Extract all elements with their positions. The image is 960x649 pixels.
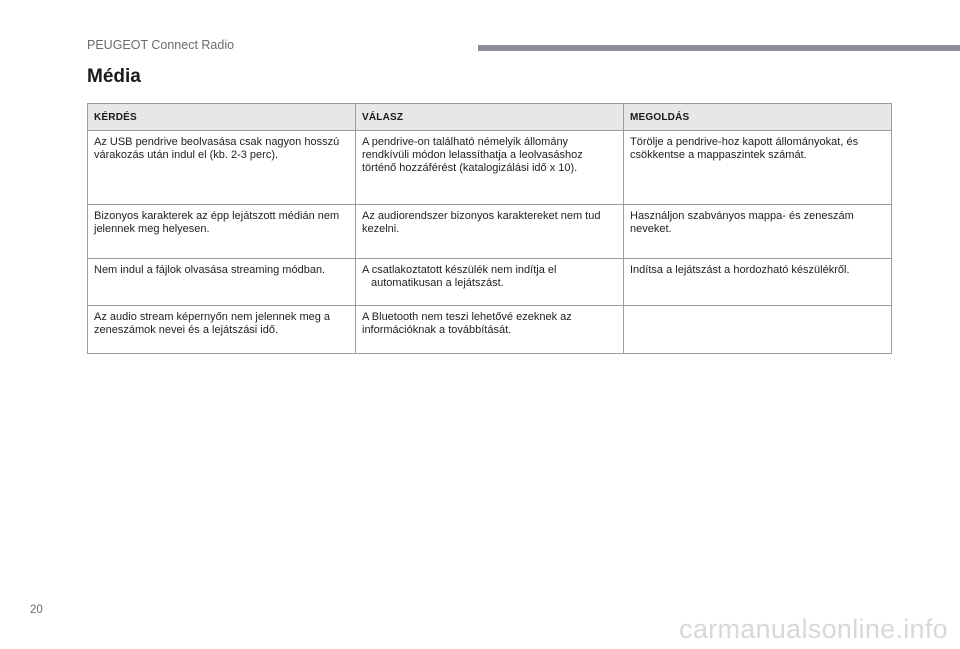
solution-cell: Törölje a pendrive-hoz kapott állományokat, és csökkentse a mappaszintek számát. — [624, 131, 892, 205]
question-cell: Nem indul a fájlok olvasása streaming módban. — [88, 259, 356, 306]
column-header-question: KÉRDÉS — [88, 104, 356, 131]
watermark-text: carmanualsonline.info — [679, 614, 948, 644]
brand-header: PEUGEOT Connect Radio — [87, 38, 235, 52]
table-row — [88, 205, 892, 259]
page-number: 20 — [30, 604, 43, 616]
column-header-answer: VÁLASZ — [356, 104, 624, 131]
page-title: Média — [87, 66, 141, 87]
solution-cell — [624, 306, 892, 354]
answer-cell: Az audiorendszer bizonyos karaktereket nem tud kezelni. — [356, 205, 624, 259]
answer-cell — [356, 259, 624, 306]
table-row — [88, 306, 892, 354]
table-header-row — [88, 104, 892, 131]
question-cell: Az USB pendrive beolvasása csak nagyon hosszú várakozás után indul el (kb. 2-3 perc). — [88, 131, 356, 205]
solution-cell: Használjon szabványos mappa- és zeneszám neveket. — [624, 205, 892, 259]
answer-text: A csatlakoztatott készülék nem indítja el automatikusan a lejátszást. — [362, 264, 557, 289]
question-cell: Bizonyos karakterek az épp lejátszott médián nem jelennek meg helyesen. — [88, 205, 356, 259]
question-cell: Az audio stream képernyőn nem jelennek meg a zeneszámok nevei és a lejátszási idő. — [88, 306, 356, 354]
column-header-solution: MEGOLDÁS — [624, 104, 892, 131]
answer-cell: A pendrive-on található némelyik állomány rendkívüli módon lelassíthatja a leolvasáshoz történő hozzáférést (katalogizálási idő x 10). — [356, 131, 624, 205]
solution-cell: Indítsa a lejátszást a hordozható készülékről. — [624, 259, 892, 306]
troubleshooting-table — [87, 103, 892, 354]
header-divider-bar — [478, 45, 960, 51]
table-row — [88, 131, 892, 205]
table-row — [88, 259, 892, 306]
answer-cell: A Bluetooth nem teszi lehetővé ezeknek az információknak a továbbítását. — [356, 306, 624, 354]
